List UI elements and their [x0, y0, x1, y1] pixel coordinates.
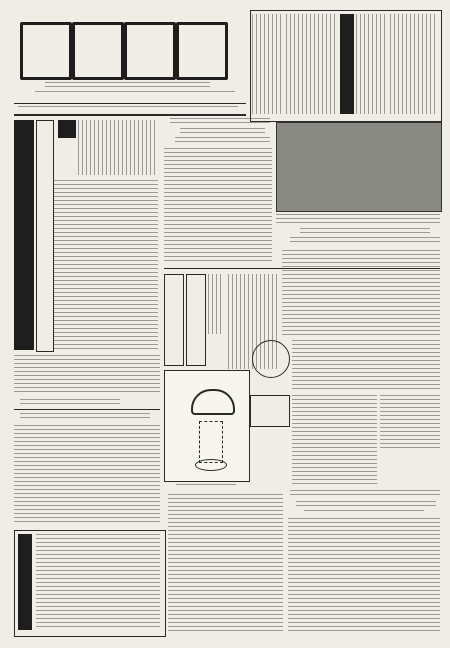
right-article-body	[282, 250, 440, 335]
news-photo	[276, 122, 442, 212]
dateline	[18, 106, 238, 110]
left-article-continued	[14, 355, 160, 395]
top-right-col-2	[286, 14, 338, 114]
center-headline-3	[175, 137, 270, 142]
bottom-right-body	[288, 518, 440, 634]
top-right-col-4	[390, 14, 436, 114]
masthead-calligraphy	[20, 22, 225, 74]
editorial-cartoon	[164, 370, 250, 482]
cartoon-bucket	[195, 459, 227, 471]
right-headline-2	[290, 237, 440, 243]
photo-caption	[276, 214, 440, 224]
reporter-comment-tag	[58, 120, 76, 138]
bottom-left-headline-bar	[18, 534, 32, 630]
vertical-headline-box-2	[186, 274, 206, 366]
top-right-headline-bar	[340, 14, 354, 114]
editor-note-badge	[252, 340, 290, 378]
editor-note-text	[292, 340, 440, 390]
center-headline-2	[180, 128, 265, 133]
dateline-rule-bottom	[14, 114, 246, 116]
commentary-body	[292, 395, 377, 485]
bottom-headline-1	[290, 490, 440, 497]
left-headline-box	[36, 120, 54, 352]
bottom-headline-3	[304, 510, 424, 514]
top-right-col-1	[252, 14, 282, 114]
left-article-body	[54, 180, 158, 350]
dateline-rule-top	[14, 103, 246, 104]
right-headline-1	[300, 228, 430, 233]
bottom-headline-2	[296, 501, 436, 506]
masthead-english	[35, 91, 235, 95]
right-short-item	[380, 395, 440, 450]
left-headline-black-strip	[14, 120, 34, 350]
masthead-pinyin	[45, 82, 210, 88]
left-lower-headline	[20, 413, 150, 420]
cartoon-water-stream	[199, 421, 223, 463]
bottom-center-body	[168, 494, 283, 634]
vertical-headline-box-1	[164, 274, 184, 366]
left-lower-body	[14, 425, 160, 525]
vertical-headline-3	[208, 274, 224, 334]
cartoon-shower-head	[191, 389, 235, 415]
bottom-left-body	[36, 534, 160, 630]
center-headline-1	[170, 118, 270, 124]
center-article-body	[164, 148, 272, 263]
cartoon-caption	[176, 484, 236, 488]
left-divider	[14, 409, 160, 410]
commentary-tag	[250, 395, 290, 427]
left-article-byline	[20, 399, 120, 404]
reporter-comment-text	[78, 120, 156, 175]
top-right-col-3	[356, 14, 386, 114]
